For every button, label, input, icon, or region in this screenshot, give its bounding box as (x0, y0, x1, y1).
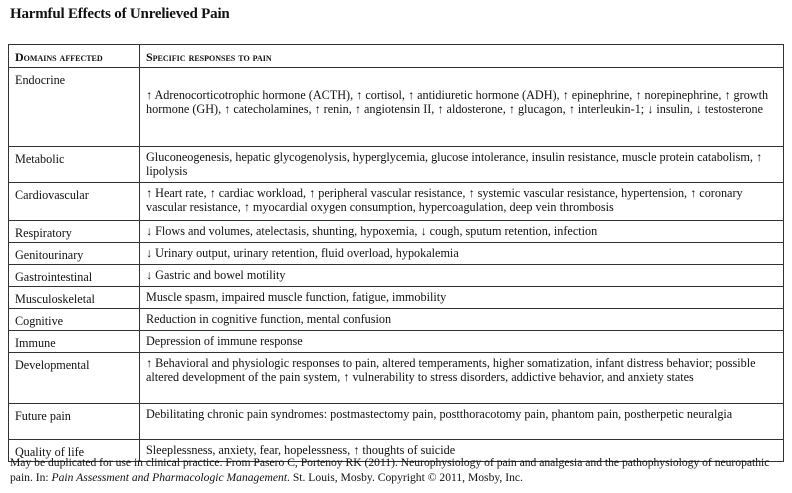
footnote-copyright: . St. Louis, Mosby. Copyright © 2011, Mosby, Inc. (287, 471, 523, 484)
table-row (9, 353, 784, 404)
table-row (9, 265, 784, 287)
page-title: Harmful Effects of Unrelieved Pain (10, 6, 230, 22)
responses-cell: Sleeplessness, anxiety, fear, hopelessness, ↑ thoughts of suicide (140, 440, 784, 462)
domain-label: Metabolic (15, 152, 65, 166)
table-row (9, 287, 784, 309)
footnote (10, 455, 780, 485)
responses-cell: Depression of immune response (140, 331, 784, 353)
domain-cell (9, 221, 140, 243)
table-row (9, 309, 784, 331)
domain-cell (9, 353, 140, 404)
responses-cell: Debilitating chronic pain syndromes: postmastectomy pain, postthoracotomy pain, phantom pain, postherpetic neuralgia (140, 404, 784, 440)
footnote-text: May be duplicated for use in clinical practice. From Pasero C, Portenoy RK (2011). Neurophysiology of pain and analgesia and the pathophysiology of neuropathic pain. In: (10, 456, 770, 484)
responses-cell: ↓ Flows and volumes, atelectasis, shunting, hypoxemia, ↓ cough, sputum retention, infection (140, 221, 784, 243)
domain-label: Gastrointestinal (15, 270, 93, 284)
table-header-row (9, 45, 784, 68)
domain-cell (9, 287, 140, 309)
domain-label: Cognitive (15, 314, 64, 328)
domain-cell (9, 331, 140, 353)
domain-cell (9, 183, 140, 221)
header-domains: Domains affected (9, 45, 140, 68)
table-row (9, 147, 784, 183)
domain-cell (9, 265, 140, 287)
responses-cell: ↓ Urinary output, urinary retention, fluid overload, hypokalemia (140, 243, 784, 265)
responses-cell: ↑ Adrenocorticotrophic hormone (ACTH), ↑ cortisol, ↑ antidiuretic hormone (ADH), ↑ epinephrine, ↑ norepinephrine, ↑ growth hormone (GH), ↑ catecholamines, ↑ renin, ↑ angiotensin II, ↑ aldosterone, ↑ glucagon, ↑ interleukin-1; ↓ insulin, ↓ testosterone (140, 68, 784, 147)
responses-cell: ↑ Behavioral and physiologic responses to pain, altered temperaments, higher somatization, infant distress behavior; possible altered development of the pain system, ↑ vulnerability to stress disorders, addictive behavior, and anxiety states (140, 353, 784, 404)
table-row (9, 68, 784, 147)
effects-table (8, 44, 784, 462)
domain-label: Developmental (15, 358, 90, 372)
domain-cell (9, 404, 140, 440)
responses-cell: ↓ Gastric and bowel motility (140, 265, 784, 287)
domain-cell (9, 243, 140, 265)
footnote-book-title: Pain Assessment and Pharmacologic Management (51, 471, 288, 484)
responses-cell: Muscle spasm, impaired muscle function, fatigue, immobility (140, 287, 784, 309)
table-row (9, 221, 784, 243)
table-row (9, 404, 784, 440)
header-responses: Specific responses to pain (140, 45, 784, 68)
table-row (9, 243, 784, 265)
responses-cell: Gluconeogenesis, hepatic glycogenolysis, hyperglycemia, glucose intolerance, insulin resistance, muscle protein catabolism, ↑ lipolysis (140, 147, 784, 183)
table-row (9, 331, 784, 353)
responses-cell: Reduction in cognitive function, mental confusion (140, 309, 784, 331)
domain-label: Musculoskeletal (15, 292, 95, 306)
domain-cell (9, 68, 140, 147)
domain-label: Future pain (15, 409, 71, 423)
domain-label: Quality of life (15, 445, 85, 459)
domain-label: Endocrine (15, 73, 66, 87)
domain-cell (9, 147, 140, 183)
domain-cell (9, 309, 140, 331)
domain-label: Genitourinary (15, 248, 84, 262)
domain-label: Immune (15, 336, 56, 350)
responses-cell: ↑ Heart rate, ↑ cardiac workload, ↑ peripheral vascular resistance, ↑ systemic vascular resistance, hypertension, ↑ coronary vascular resistance, ↑ myocardial oxygen consumption, hypercoagulation, deep vein thrombosis (140, 183, 784, 221)
domain-label: Respiratory (15, 226, 72, 240)
domain-label: Cardiovascular (15, 188, 89, 202)
table-row (9, 183, 784, 221)
